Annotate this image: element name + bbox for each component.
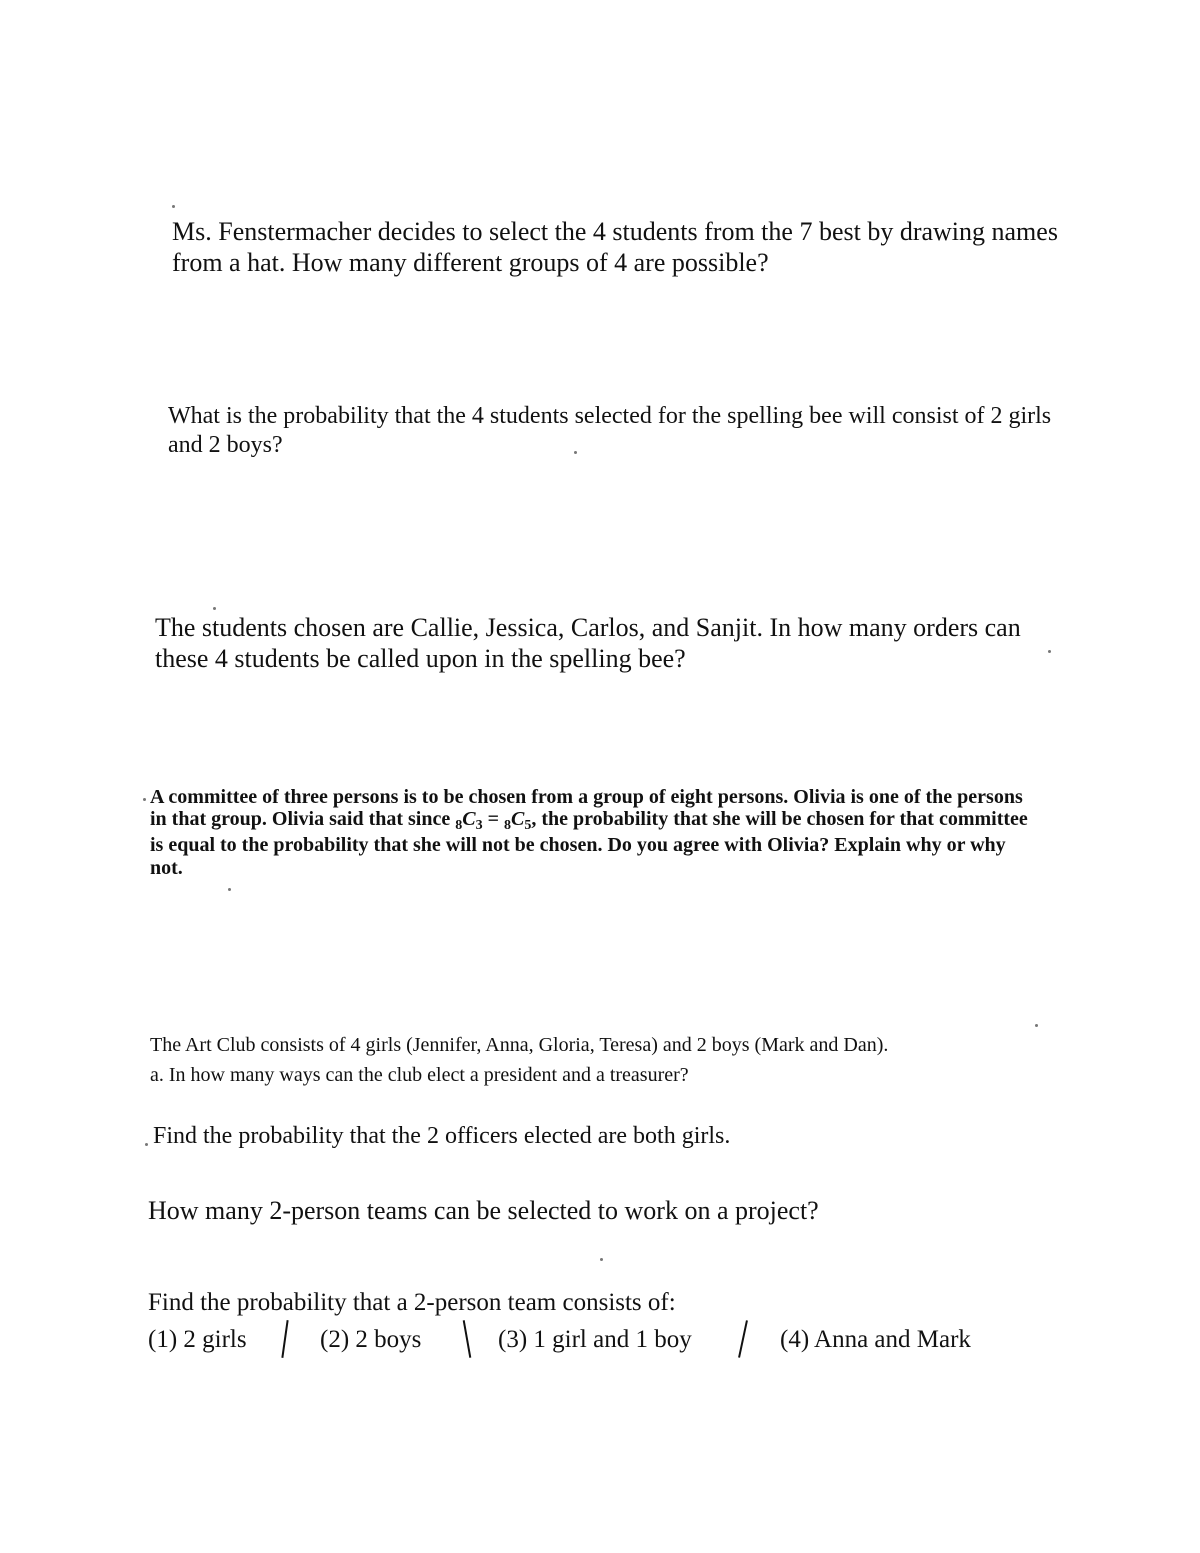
question-art-club (150, 1030, 1050, 1090)
combination-r: 3 (475, 818, 483, 834)
question-officers-both-girls: Find the probability that the 2 officers elected are both girls. (153, 1123, 731, 1149)
scan-speck (145, 1143, 148, 1146)
question-olivia-text-before: A committee of three persons is to be chosen from a group of eight persons. Olivia is one of the persons in that group. Olivia said that since (150, 786, 1023, 831)
art-club-description: The Art Club consists of 4 girls (Jennifer, Anna, Gloria, Teresa) and 2 boys (Mark and Dan). (150, 1034, 889, 1056)
option-divider (281, 1320, 288, 1358)
scan-speck (1035, 1024, 1038, 1027)
question-spelling-bee-probability: What is the probability that the 4 students selected for the spelling bee will consist of 2 girls and 2 boys? (168, 403, 1052, 458)
scan-speck (213, 607, 216, 610)
question-olivia-text-after: , the probability that she will be chosen for that committee is equal to the probability that she will not be chosen. Do you agree with Olivia? Explain why or why not. (150, 808, 1028, 879)
scan-speck (228, 888, 231, 891)
option-2-girls: (1) 2 girls (148, 1326, 247, 1353)
option-anna-and-mark: (4) Anna and Mark (780, 1326, 971, 1353)
question-spelling-bee-orders: The students chosen are Callie, Jessica, Carlos, and Sanjit. In how many orders can these 4 students be called upon in the spelling bee? (155, 613, 1021, 674)
option-2-boys: (2) 2 boys (320, 1326, 422, 1353)
combination-n: 8 (503, 818, 511, 834)
question-fenstermacher-groups: Ms. Fenstermacher decides to select the 4 students from the 7 best by drawing names from a hat. How many different groups of 4 are possible? (172, 217, 1058, 278)
combination-n: 8 (455, 818, 463, 834)
scan-speck (600, 1258, 603, 1261)
scan-speck (1048, 650, 1051, 653)
combination-r: 5 (524, 818, 532, 834)
scan-speck (172, 205, 175, 208)
option-1-girl-1-boy: (3) 1 girl and 1 boy (498, 1326, 692, 1353)
scan-speck (143, 798, 146, 801)
scan-speck (574, 451, 577, 454)
equals-sign: = (482, 808, 504, 831)
art-club-part-a: a. In how many ways can the club elect a president and a treasurer? (150, 1064, 689, 1086)
combination-symbol: C (462, 808, 476, 831)
combination-8-choose-5 (503, 808, 532, 834)
option-divider (738, 1320, 748, 1358)
team-probability-options (148, 1320, 1048, 1364)
question-olivia-committee (150, 786, 1030, 879)
combination-symbol: C (510, 808, 525, 831)
question-two-person-teams: How many 2-person teams can be selected to work on a project? (148, 1196, 819, 1225)
option-divider (463, 1320, 472, 1358)
combination-8-choose-3 (455, 808, 483, 834)
question-team-probability-prompt: Find the probability that a 2-person team consists of: (148, 1289, 676, 1316)
